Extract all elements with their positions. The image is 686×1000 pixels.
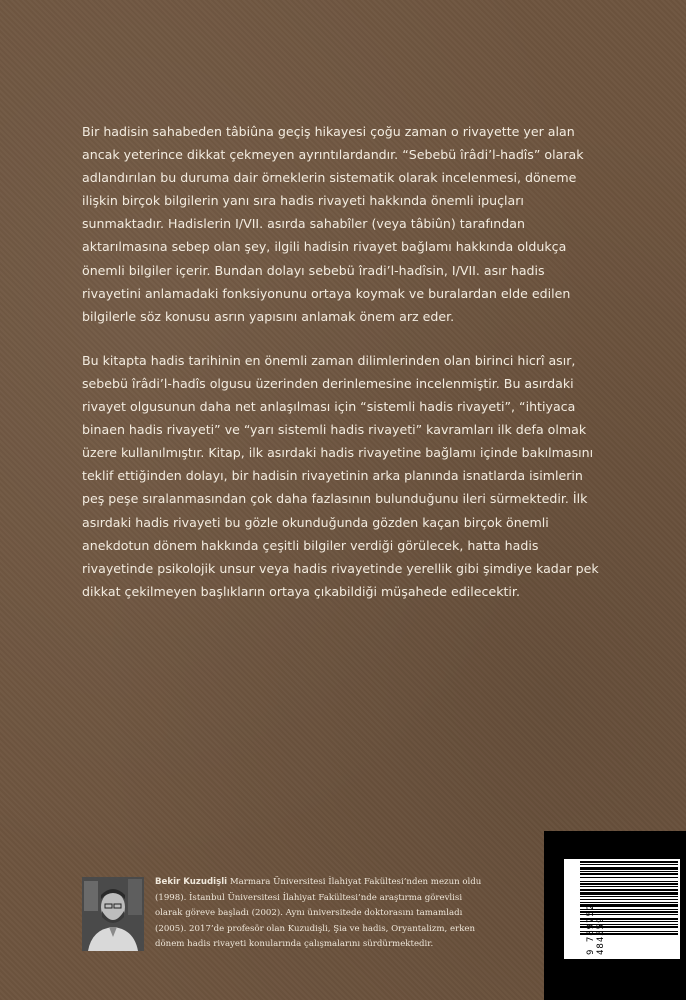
isbn-barcode: [564, 859, 680, 959]
author-bio-text: Marmara Üniversitesi İlahiyat Fakültesi’nden mezun oldu (1998). İstanbul Üniversitesi İlahiyat Fakültesi’nde araştırma görevlisi olarak göreve başladı (2002). Aynı üniversitede doktorasını tamamladı (2005). 2017’de profesör olan Kuzudişli, Şia ve hadis, Oryantalizm, erken dönem hadis rivayeti konularında çalışmalarını sürdürmektedir.: [155, 877, 482, 950]
author-bio: [155, 875, 485, 953]
blurb-paragraph-1: Bir hadisin sahabeden tâbiûna geçiş hikayesi çoğu zaman o rivayette yer alan ancak yeterince dikkat çekmeyen ayrıntılardandır. “Sebebü îrâdi’l-hadîs” olarak adlandırılan bu duruma dair örneklerin sistematik olarak incelenmesi, döneme ilişkin birçok bilgilerin yanı sıra hadis rivayeti hakkında önemli ipuçları sunmaktadır. Hadislerin I/VII. asırda sahabîler (veya tâbiûn) tarafından aktarılmasına sebep olan şey, ilgili hadisin rivayet bağlamı hakkında oldukça önemli bilgiler içerir. Bundan dolayı sebebü îradi’l-hadîsin, I/VII. asır hadis rivayetini anlamadaki fonksiyonunu ortaya koymak ve buralardan elde edilen bilgilerle söz konusu asrın yapısını anlamak önem arz eder.: [82, 124, 584, 324]
author-photo: [82, 877, 144, 951]
author-name: Bekir Kuzudişli: [155, 877, 228, 887]
blurb-paragraph-2: Bu kitapta hadis tarihinin en önemli zaman dilimlerinden olan birinci hicrî asır, sebebü îrâdi’l-hadîs olgusu üzerinden derinlemesine incelenmiştir. Bu asırdaki rivayet olgusunun daha net anlaşılması için “sistemli hadis rivayeti”, “ihtiyaca binaen hadis rivayeti” ve “yarı sistemli hadis rivayeti” kavramları ilk defa olmak üzere kullanılmıştır. Kitap, ilk asırdaki hadis rivayetine bağlamı içinde bakılmasını teklif ettiğinden dolayı, bir hadisin rivayetinin arka planında isnatlarda isimlerin peş peşe sıralanmasından çok daha fazlasının bulunduğunu ileri sürmektedir. İlk asırdaki hadis rivayeti bu gözle okunduğunda gözden kaçan birçok önemli anekdotun dönem hakkında çeşitli bilgiler verdiği görülecek, hatta hadis rivayetinde psikolojik unsur veya hadis rivayetinde yerellik gibi şimdiye kadar pek dikkat çekilmeyen başlıkların ortaya çıkabildiği müşahede edilecektir.: [82, 352, 599, 599]
barcode-panel: [544, 831, 686, 1000]
back-cover-blurb: [82, 120, 602, 624]
isbn-number: 9 789752 484559: [586, 903, 606, 955]
